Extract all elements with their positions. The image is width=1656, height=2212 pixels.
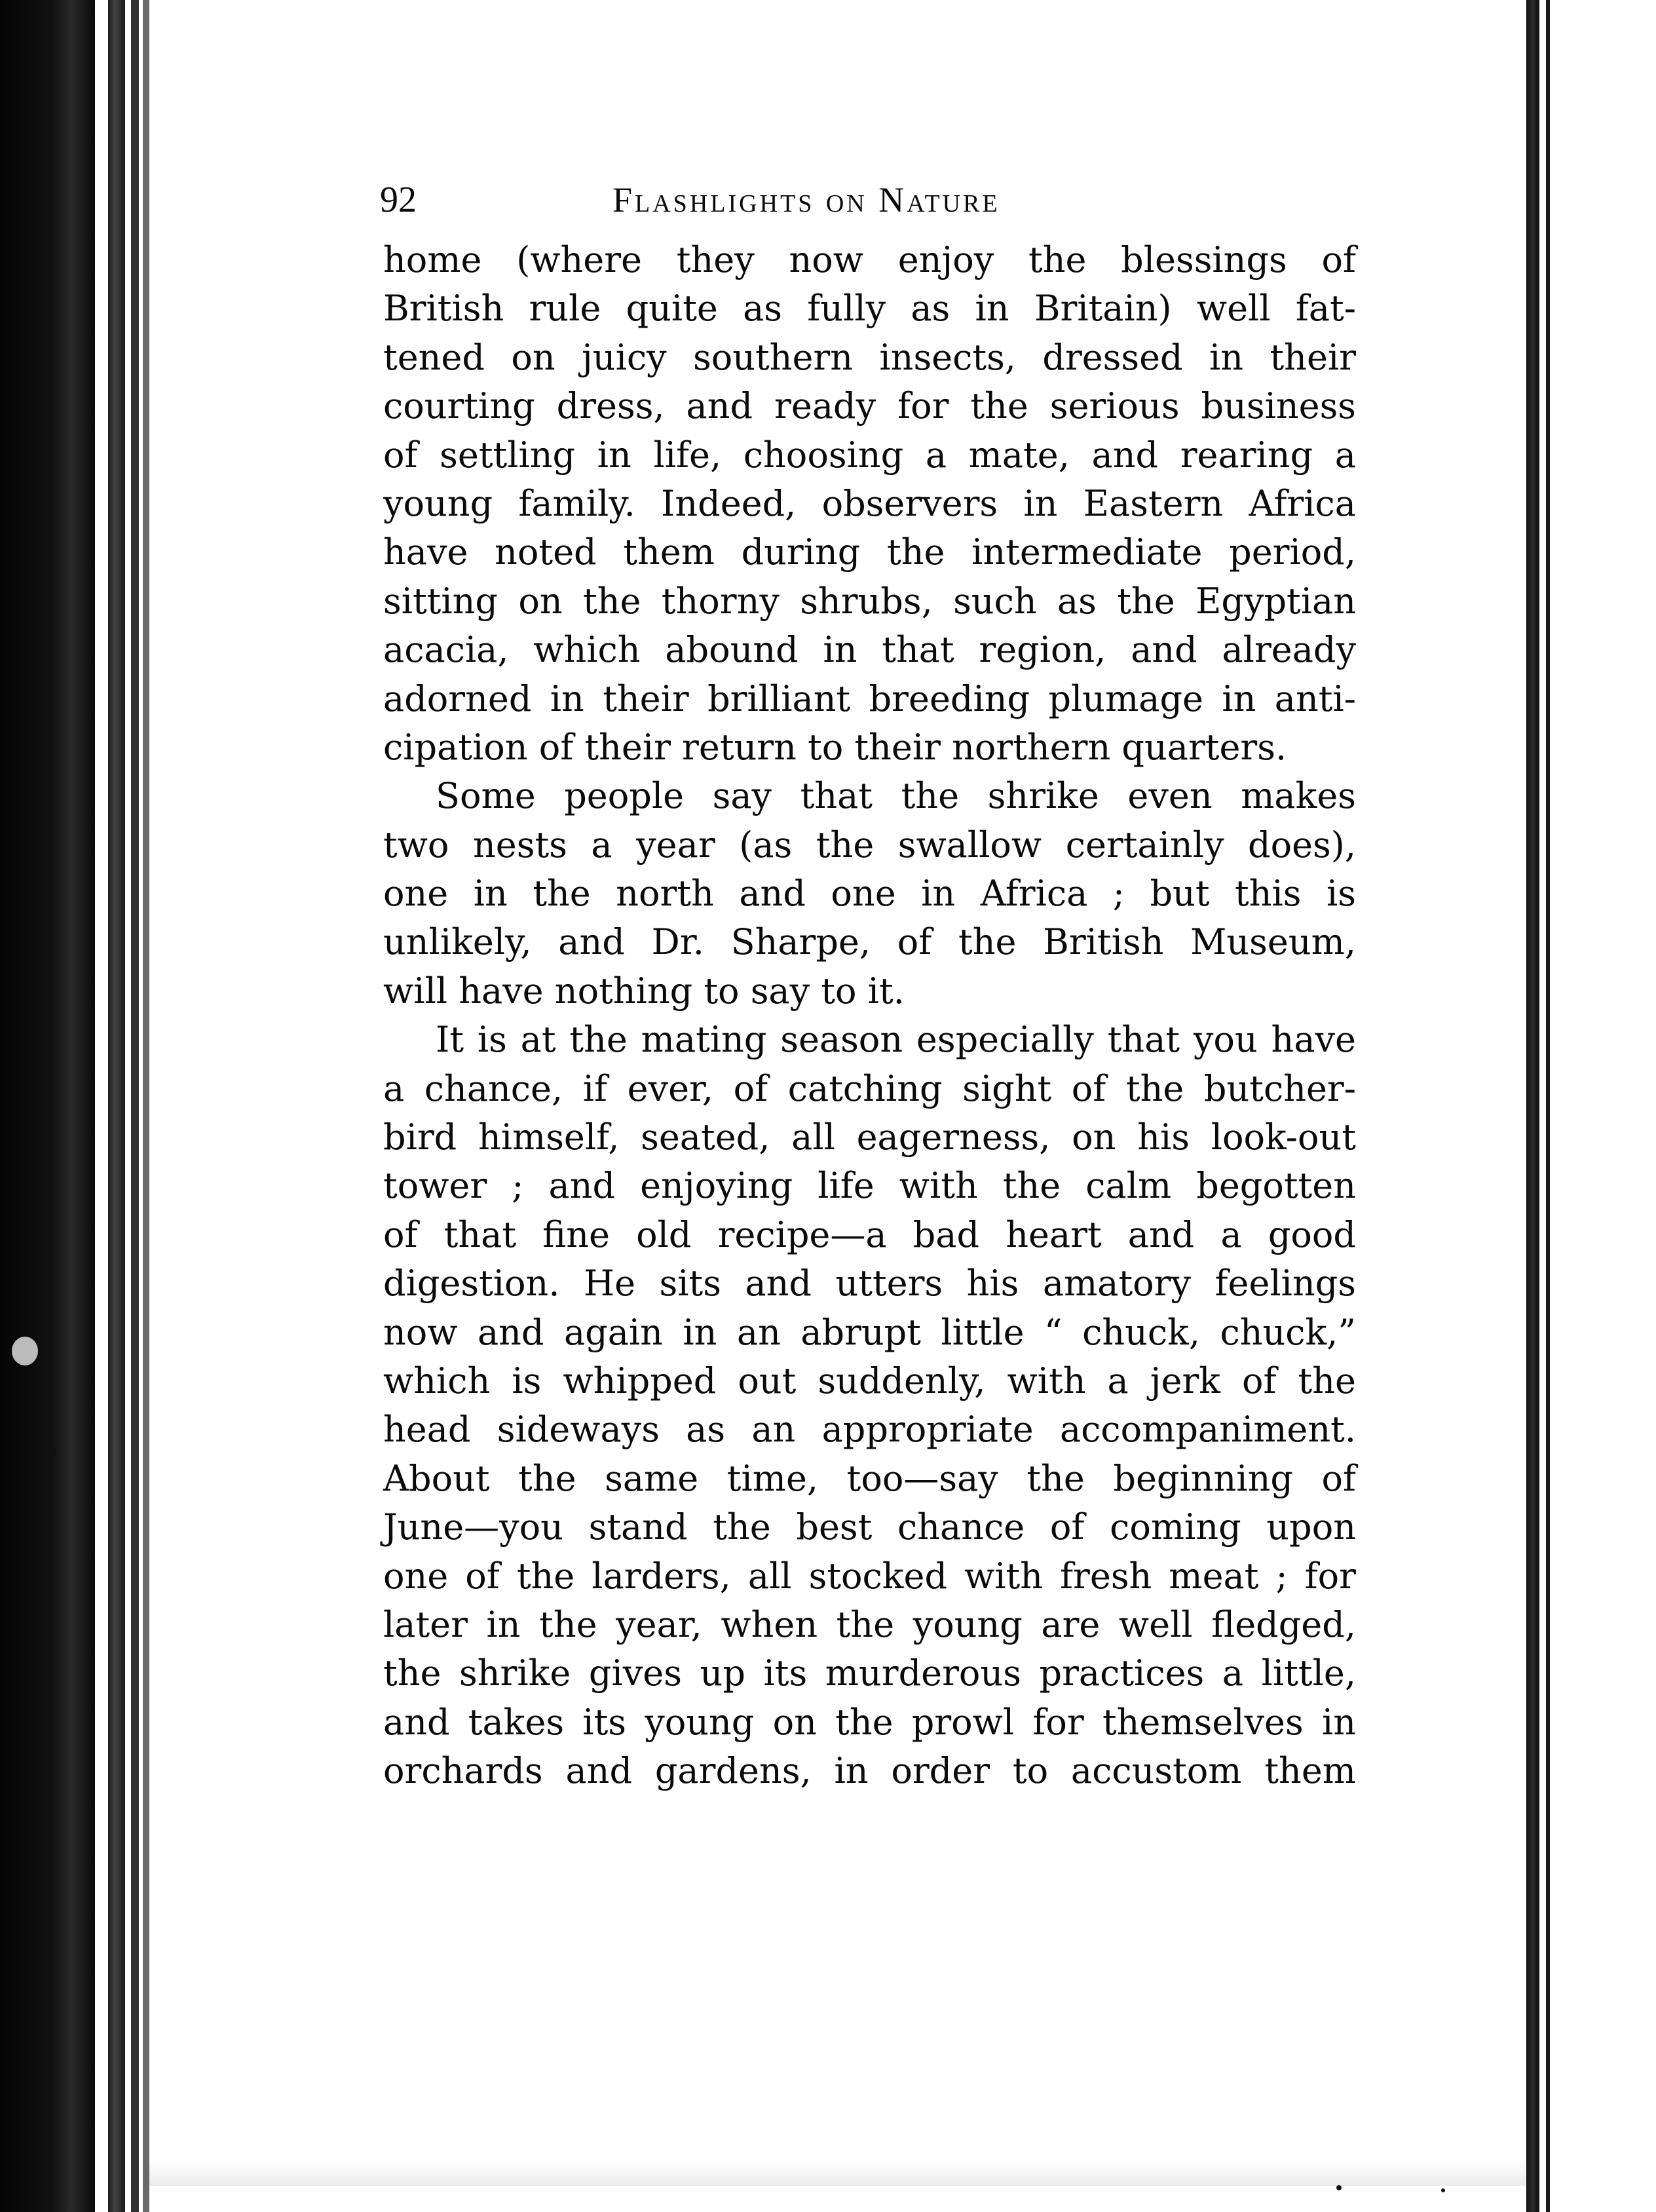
page-header [380, 174, 1376, 226]
scan-speck [47, 1448, 56, 1457]
text-line: home (where they now enjoy the blessings of [383, 239, 1356, 280]
text-line: acacia, which abound in that region, and already [383, 629, 1356, 671]
text-line: young family. Indeed, observers in Eastern Africa [383, 482, 1356, 524]
text-line: cipation of their return to their northern quarters. [383, 726, 1287, 768]
text-line: later in the year, when the young are well fledged, [383, 1603, 1356, 1645]
text-line: unlikely, and Dr. Sharpe, of the British Museum, [383, 921, 1356, 963]
text-line: courting dress, and ready for the serious business [383, 385, 1356, 427]
running-head: Flashlights on Nature [612, 180, 1000, 219]
text-line: orchards and gardens, in order to accustom them [383, 1750, 1356, 1792]
page-number: 92 [380, 180, 417, 220]
gutter-shadow [108, 0, 125, 2212]
text-line: of that fine old recipe—a bad heart and a good [383, 1213, 1356, 1255]
scan-speck [12, 1337, 38, 1365]
text-line: adorned in their brilliant breeding plumage in anti- [383, 677, 1356, 719]
text-line: now and again in an abrupt little “ chuck, chuck,” [383, 1311, 1356, 1353]
text-line: About the same time, too—say the beginning of [383, 1457, 1356, 1499]
text-line: and takes its young on the prowl for themselves in [383, 1701, 1356, 1743]
text-line: June—you stand the best chance of coming upon [383, 1506, 1356, 1548]
page-right-edge [1526, 0, 1539, 2212]
text-line: will have nothing to say to it. [383, 970, 905, 1012]
text-line: digestion. He sits and utters his amatory feelings [383, 1263, 1356, 1305]
text-line: of settling in life, choosing a mate, and rearing a [383, 434, 1356, 476]
text-line: sitting on the thorny shrubs, such as the Egyptian [383, 580, 1356, 622]
text-line: which is whipped out suddenly, with a jerk of the [383, 1360, 1356, 1402]
body-text [383, 236, 1356, 1796]
text-line: the shrike gives up its murderous practices a little, [383, 1652, 1356, 1694]
scan-speck [1441, 2188, 1445, 2192]
text-line: head sideways as an appropriate accompaniment. [383, 1409, 1356, 1451]
text-line: one of the larders, all stocked with fresh meat ; for [383, 1555, 1356, 1597]
page-left-edge [143, 0, 149, 2212]
next-page-strip [1539, 0, 1656, 2212]
scan-speck [1336, 2185, 1342, 2190]
text-line: It is at the mating season especially that you have [436, 1019, 1356, 1061]
bottom-shadow [149, 2160, 1526, 2186]
next-page-edge-line [1546, 0, 1550, 2212]
text-line: two nests a year (as the swallow certainly does), [383, 824, 1356, 866]
text-line: Some people say that the shrike even makes [436, 775, 1356, 817]
text-line: a chance, if ever, of catching sight of the butcher- [383, 1067, 1356, 1109]
text-line: tower ; and enjoying life with the calm begotten [383, 1165, 1356, 1207]
gutter-shadow-inner [131, 0, 139, 2212]
binding-gutter [0, 0, 95, 2212]
text-line: one in the north and one in Africa ; but this is [383, 873, 1356, 915]
text-line: tened on juicy southern insects, dressed in their [383, 336, 1356, 378]
scan-speck [46, 1258, 52, 1265]
text-line: have noted them during the intermediate period, [383, 531, 1356, 573]
text-line: British rule quite as fully as in Britain) well fat- [383, 288, 1356, 330]
text-line: bird himself, seated, all eagerness, on his look-out [383, 1116, 1356, 1158]
